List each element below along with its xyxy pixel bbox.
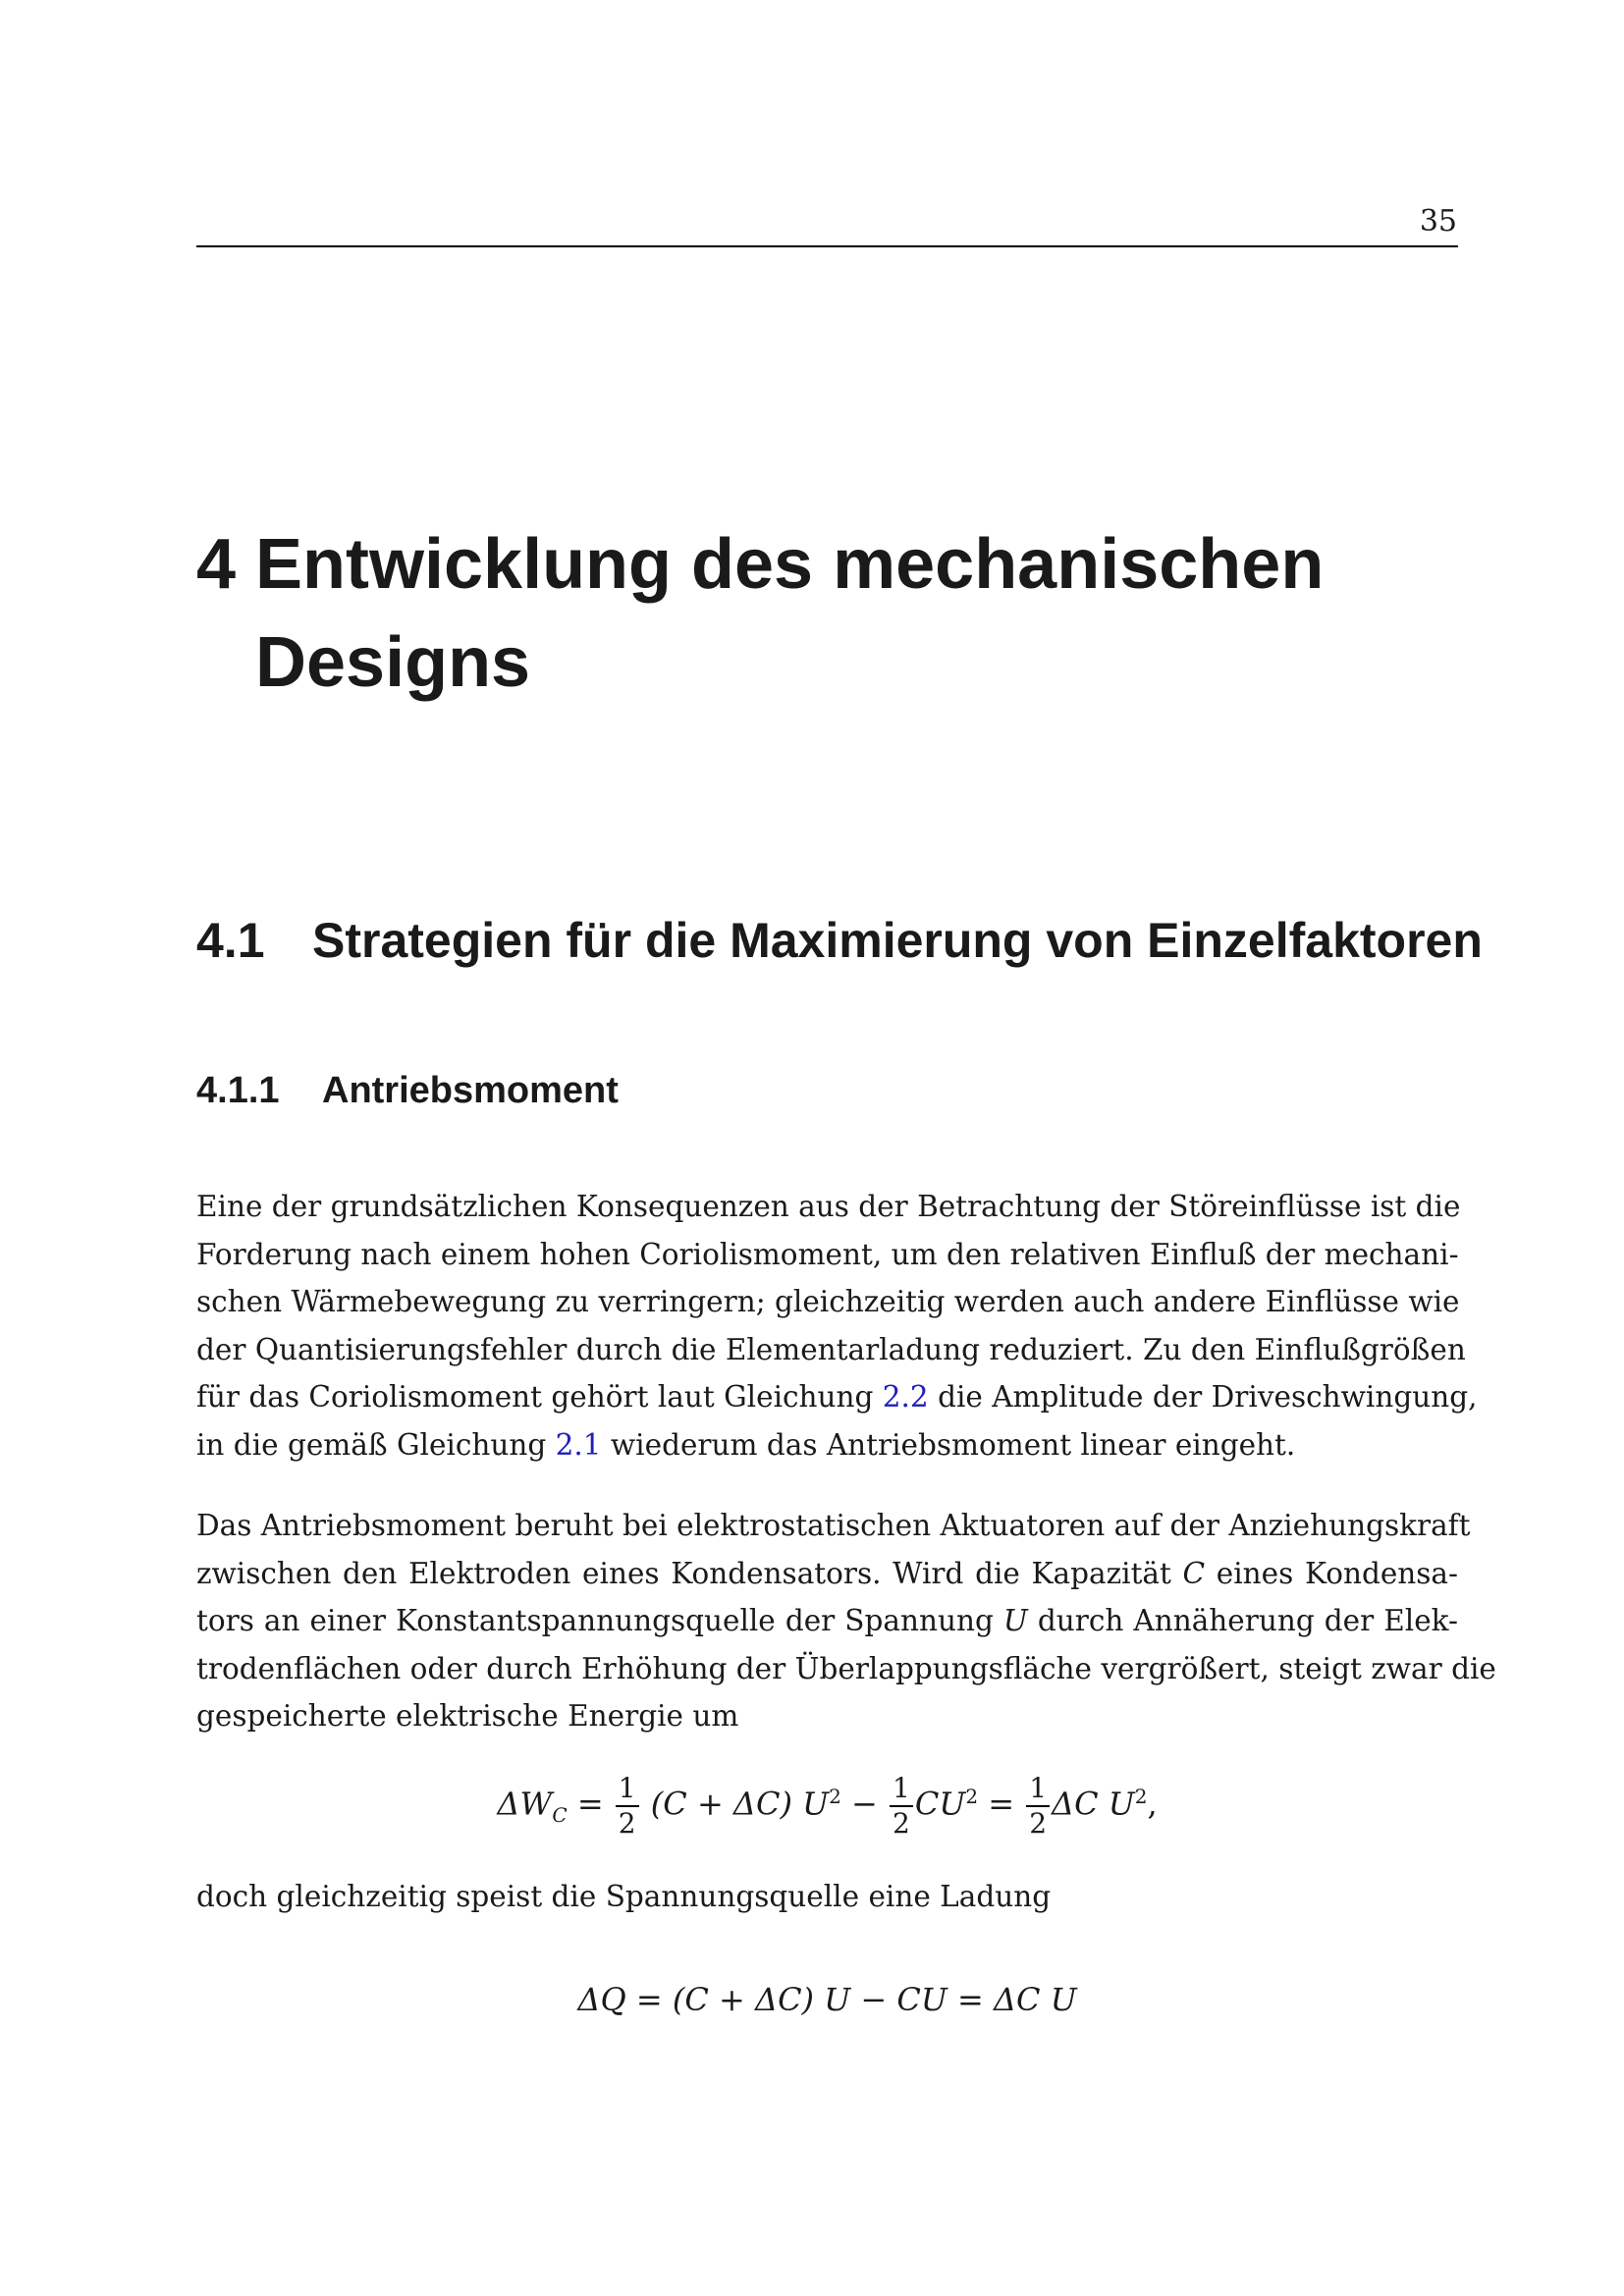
text-run: die Amplitude der Driveschwingung, (928, 1380, 1478, 1414)
text-run: in die gemäß Gleichung (196, 1427, 556, 1462)
chapter-title (196, 515, 1424, 712)
paragraph-1 (196, 1183, 1478, 1468)
paragraph-line: Das Antriebsmoment beruht bei elektrostatischen Aktuatoren auf der Anziehungskraft (196, 1509, 1471, 1542)
text-run: eines Kondensa- (1205, 1556, 1458, 1590)
subsection-title (196, 1068, 619, 1113)
equation-term: CU (914, 1785, 966, 1823)
fraction-half (890, 1772, 913, 1841)
equation-operator: = (567, 1785, 614, 1823)
paragraph-line (196, 1373, 1478, 1421)
equation-text: ΔQ = (C + ΔC) U − CU = ΔC U (577, 1981, 1077, 2018)
equation-ref-2-1[interactable]: 2.1 (555, 1427, 602, 1462)
equation-exponent: 2 (1134, 1784, 1148, 1808)
fraction-numerator: 1 (890, 1772, 913, 1807)
fraction-denominator: 2 (893, 1807, 910, 1840)
chapter-number: 4 (196, 525, 237, 604)
text-run: wiederum das Antriebsmoment linear eingeht. (601, 1427, 1296, 1462)
fraction-half (616, 1772, 639, 1841)
equation-term: (C + ΔC) U (640, 1785, 830, 1823)
text-run: durch Annäherung der Elek- (1027, 1604, 1459, 1637)
header-rule (196, 245, 1458, 247)
paragraph-line (196, 1421, 1458, 1469)
paragraph-line: schen Wärmebewegung zu verringern; gleichzeitig werden auch andere Einflüsse wie (196, 1285, 1460, 1318)
paragraph-line (196, 1550, 1458, 1598)
chapter-title-line2: Designs (255, 623, 531, 702)
equation-operator: = (978, 1785, 1025, 1823)
text-run: zwischen den Elektroden eines Kondensators. Wird die Kapazität (196, 1556, 1183, 1590)
fraction-numerator: 1 (1026, 1772, 1050, 1807)
paragraph-2 (196, 1502, 1496, 1740)
chapter-title-line1: Entwicklung des mechanischen (255, 525, 1325, 604)
equation-ref-2-2[interactable]: 2.2 (882, 1380, 929, 1414)
text-run: tors an einer Konstantspannungsquelle der Spannung (196, 1604, 1003, 1637)
paragraph-line: Forderung nach einem hohen Coriolismoment, um den relativen Einfluß der mechani- (196, 1237, 1459, 1271)
variable-c: C (1182, 1556, 1206, 1590)
paragraph-3 (196, 1873, 1458, 1921)
variable-u: U (1002, 1604, 1028, 1637)
paragraph-line: der Quantisierungsfehler durch die Elementarladung reduziert. Zu den Einflußgrößen (196, 1332, 1466, 1366)
section-title-text: Strategien für die Maximierung von Einzelfaktoren (312, 913, 1483, 968)
equation-operator: − (840, 1785, 889, 1823)
equation-lhs: ΔW (497, 1785, 553, 1823)
fraction-half (1026, 1772, 1050, 1841)
section-title (196, 911, 1483, 970)
equation-term: ΔC U (1052, 1785, 1135, 1823)
paragraph-line (196, 1597, 1458, 1645)
subsection-number: 4.1.1 (196, 1070, 280, 1111)
paragraph-line: doch gleichzeitig speist die Spannungsquelle eine Ladung (196, 1880, 1052, 1913)
subsection-title-text: Antriebsmoment (322, 1070, 619, 1111)
paragraph-line: gespeicherte elektrische Energie um (196, 1699, 739, 1733)
equation-energy (196, 1772, 1458, 1841)
text-run: für das Coriolismoment gehört laut Gleichung (196, 1380, 883, 1414)
paragraph-line: trodenflächen oder durch Erhöhung der Überlappungsfläche vergrößert, steigt zwar die (196, 1651, 1496, 1685)
paragraph-line: Eine der grundsätzlichen Konsequenzen aus der Betrachtung der Störeinflüsse ist die (196, 1190, 1461, 1223)
fraction-denominator: 2 (1029, 1807, 1048, 1840)
section-number: 4.1 (196, 913, 265, 968)
fraction-numerator: 1 (616, 1772, 639, 1807)
equation-punctuation: , (1147, 1785, 1158, 1823)
equation-exponent: 2 (965, 1784, 979, 1808)
equation-subscript: C (552, 1802, 568, 1827)
page-number: 35 (1419, 204, 1457, 239)
fraction-denominator: 2 (618, 1807, 636, 1840)
equation-charge (196, 1981, 1458, 2018)
equation-exponent: 2 (829, 1784, 841, 1808)
